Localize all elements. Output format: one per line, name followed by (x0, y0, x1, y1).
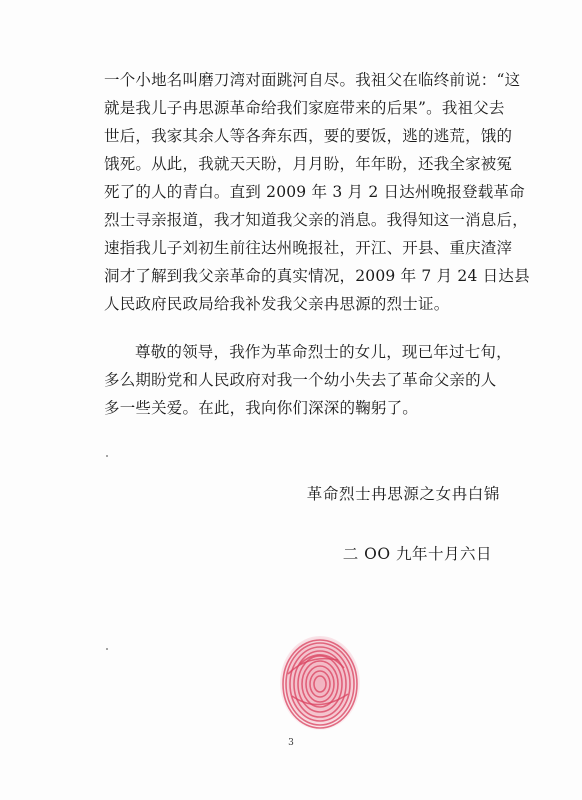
paragraph-1-line: 速指我儿子刘初生前往达州晚报社，开江、开县、重庆渣滓 (104, 239, 513, 257)
paragraph-1-line: 烈士寻亲报道，我才知道我父亲的消息。我得知这一消息后， (104, 211, 528, 229)
paper-speck (106, 455, 108, 457)
paragraph-1-line: 饿死。从此，我就天天盼，月月盼，年年盼，还我全家被冤 (104, 155, 513, 173)
paragraph-2-line: 多么期盼党和人民政府对我一个幼小失去了革命父亲的人 (104, 371, 497, 389)
date-line: 二 OO 九年十月六日 (342, 545, 492, 563)
paragraph-1-line: 洞才了解到我父亲革命的真实情况，2009 年 7 月 24 日达县 (104, 267, 530, 285)
paragraph-1-line: 世后，我家其余人等各奔东西，要的要饭，逃的逃荒，饿的 (104, 127, 513, 145)
paragraph-1-line: 人民政府民政局给我补发我父亲冉思源的烈士证。 (104, 295, 450, 313)
signature-line: 革命烈士冉思源之女冉白锦 (306, 485, 500, 503)
paper-speck (106, 648, 108, 650)
paragraph-1 (104, 66, 530, 318)
paragraph-1-line: 一个小地名叫磨刀湾对面跳河自尽。我祖父在临终前说：“这 (104, 71, 521, 89)
page-number: 3 (288, 738, 294, 748)
paragraph-1-line: 就是我儿子冉思源革命给我们家庭带来的后果”。我祖父去 (104, 99, 505, 117)
paragraph-2 (104, 338, 512, 422)
paragraph-2-line: 尊敬的领导，我作为革命烈士的女儿，现已年过七旬， (135, 343, 512, 361)
fingerprint-seal-icon (278, 634, 362, 732)
paragraph-2-line: 多一些关爱。在此，我向你们深深的鞠躬了。 (104, 399, 419, 417)
paragraph-1-line: 死了的人的青白。直到 2009 年 3 月 2 日达州晚报登载革命 (104, 183, 525, 201)
